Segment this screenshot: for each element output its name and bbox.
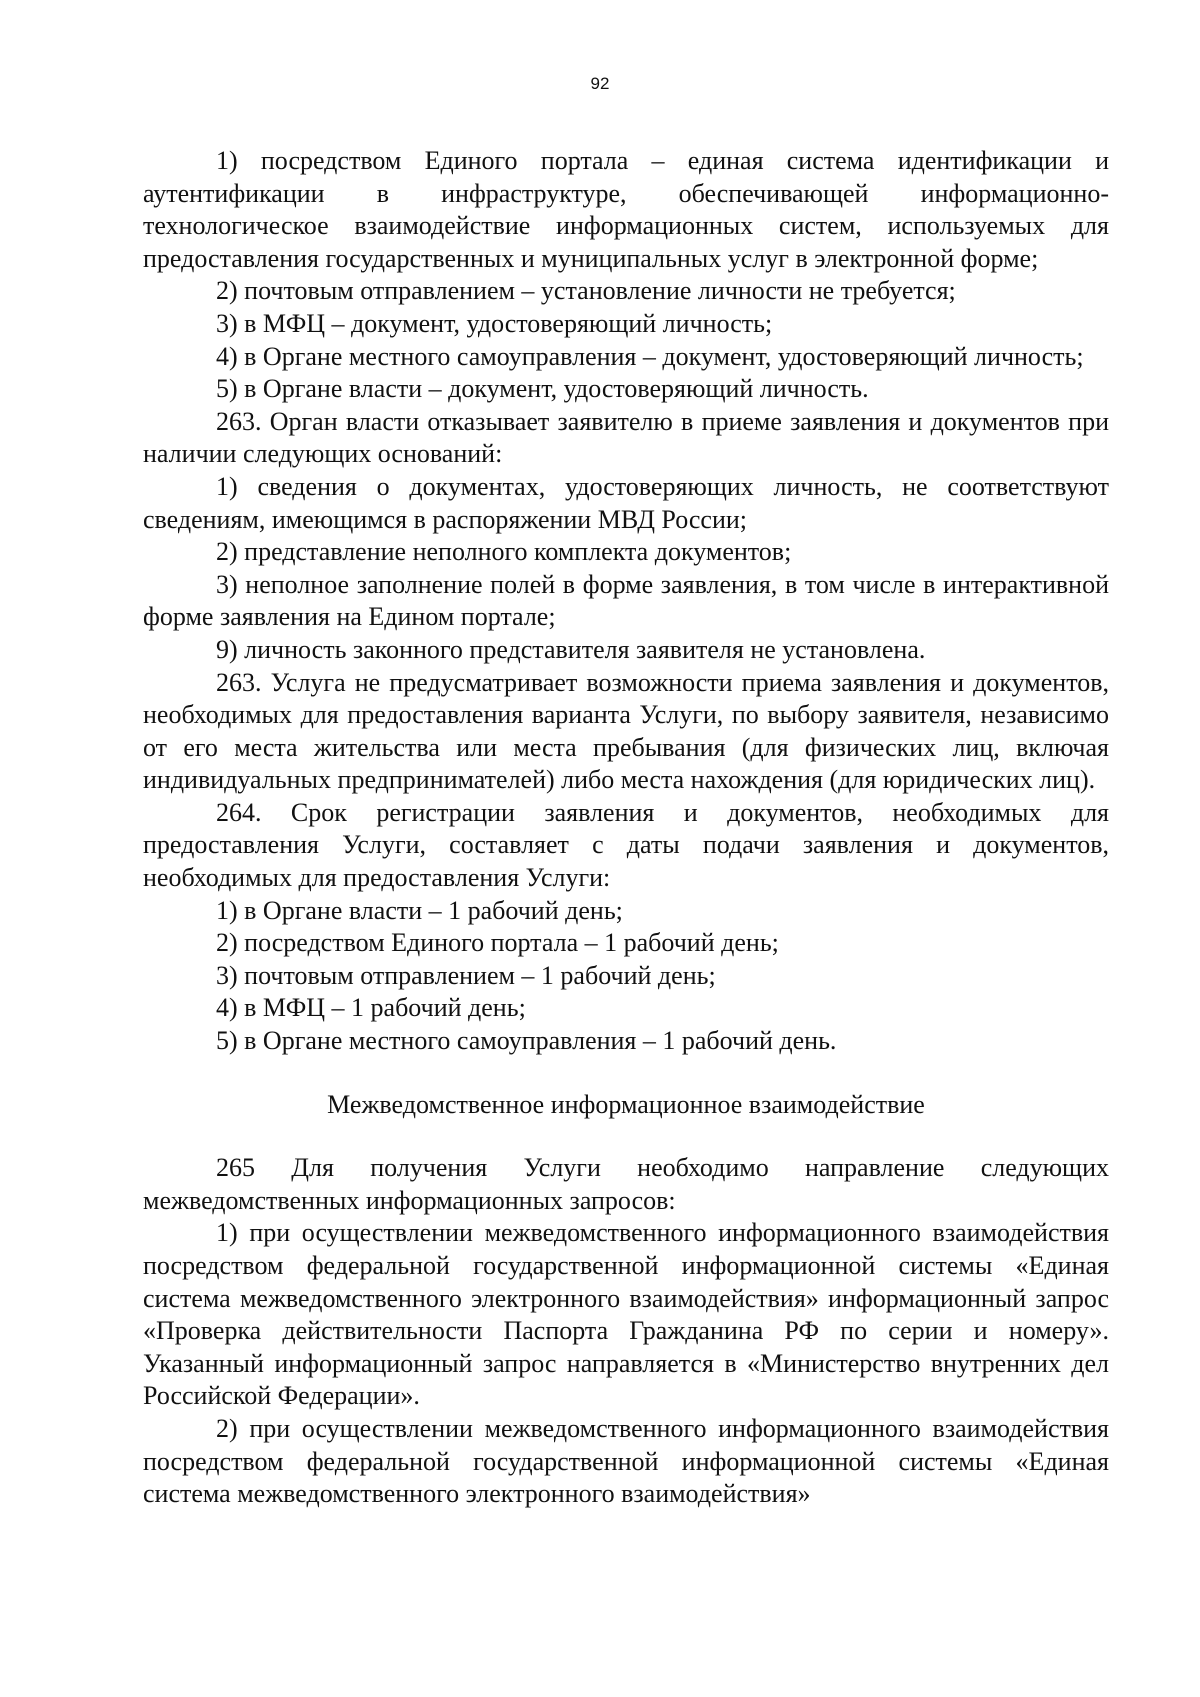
- paragraph: 2) посредством Единого портала – 1 рабочий день;: [216, 928, 779, 958]
- paragraph: 3) неполное заполнение полей в форме заявления, в том числе в интерактивной форме заявления на Едином портале;: [143, 569, 1109, 632]
- page-number: 92: [590, 74, 610, 93]
- paragraph: 2) при осуществлении межведомственного информационного взаимодействия посредством федеральной государственной информационной системы «Единая система межведомственного электронного взаимодействия»: [143, 1413, 1109, 1509]
- paragraph: 1) в Органе власти – 1 рабочий день;: [216, 895, 623, 925]
- paragraph: 5) в Органе власти – документ, удостоверяющий личность.: [216, 374, 869, 404]
- document-body: [143, 145, 1109, 1511]
- paragraph: 1) сведения о документах, удостоверяющих личность, не соответствуют сведениям, имеющимся в распоряжении МВД России;: [143, 471, 1109, 534]
- paragraph: 3) почтовым отправлением – 1 рабочий день;: [216, 960, 716, 990]
- paragraph: 263. Услуга не предусматривает возможности приема заявления и документов, необходимых для предоставления варианта Услуги, по выбору заявителя, независимо от его места жительства или места пребывания (для физических лиц, включая индивидуальных предпринимателей) либо места нахождения (для юридических лиц).: [143, 667, 1109, 795]
- paragraph: 263. Орган власти отказывает заявителю в приеме заявления и документов при наличии следующих оснований:: [143, 406, 1109, 469]
- paragraph: 1) при осуществлении межведомственного информационного взаимодействия посредством федеральной государственной информационной системы «Единая система межведомственного электронного взаимодействия» информационный запрос «Проверка действительности Паспорта Гражданина РФ по серии и номеру». Указанный информационный запрос направляется в «Министерство внутренних дел Российской Федерации».: [143, 1218, 1109, 1411]
- paragraph: 2) почтовым отправлением – установление личности не требуется;: [216, 276, 956, 306]
- paragraph: 4) в Органе местного самоуправления – документ, удостоверяющий личность;: [216, 341, 1084, 371]
- paragraph: 3) в МФЦ – документ, удостоверяющий личность;: [216, 308, 773, 338]
- paragraph: 2) представление неполного комплекта документов;: [216, 537, 792, 567]
- paragraph: 9) личность законного представителя заявителя не установлена.: [216, 634, 926, 664]
- paragraph: 1) посредством Единого портала – единая система идентификации и аутентификации в инфраструктуре, обеспечивающей информационно-технологическое взаимодействие информационных систем, используемых для предоставления государственных и муниципальных услуг в электронной форме;: [143, 146, 1109, 273]
- paragraph: 265 Для получения Услуги необходимо направление следующих межведомственных информационных запросов:: [143, 1153, 1109, 1215]
- paragraph: 4) в МФЦ – 1 рабочий день;: [216, 993, 526, 1023]
- paragraph: 5) в Органе местного самоуправления – 1 рабочий день.: [216, 1026, 837, 1056]
- section-heading: Межведомственное информационное взаимодействие: [327, 1089, 925, 1119]
- paragraph: 264. Срок регистрации заявления и документов, необходимых для предоставления Услуги, составляет с даты подачи заявления и документов, необходимых для предоставления Услуги:: [143, 797, 1109, 893]
